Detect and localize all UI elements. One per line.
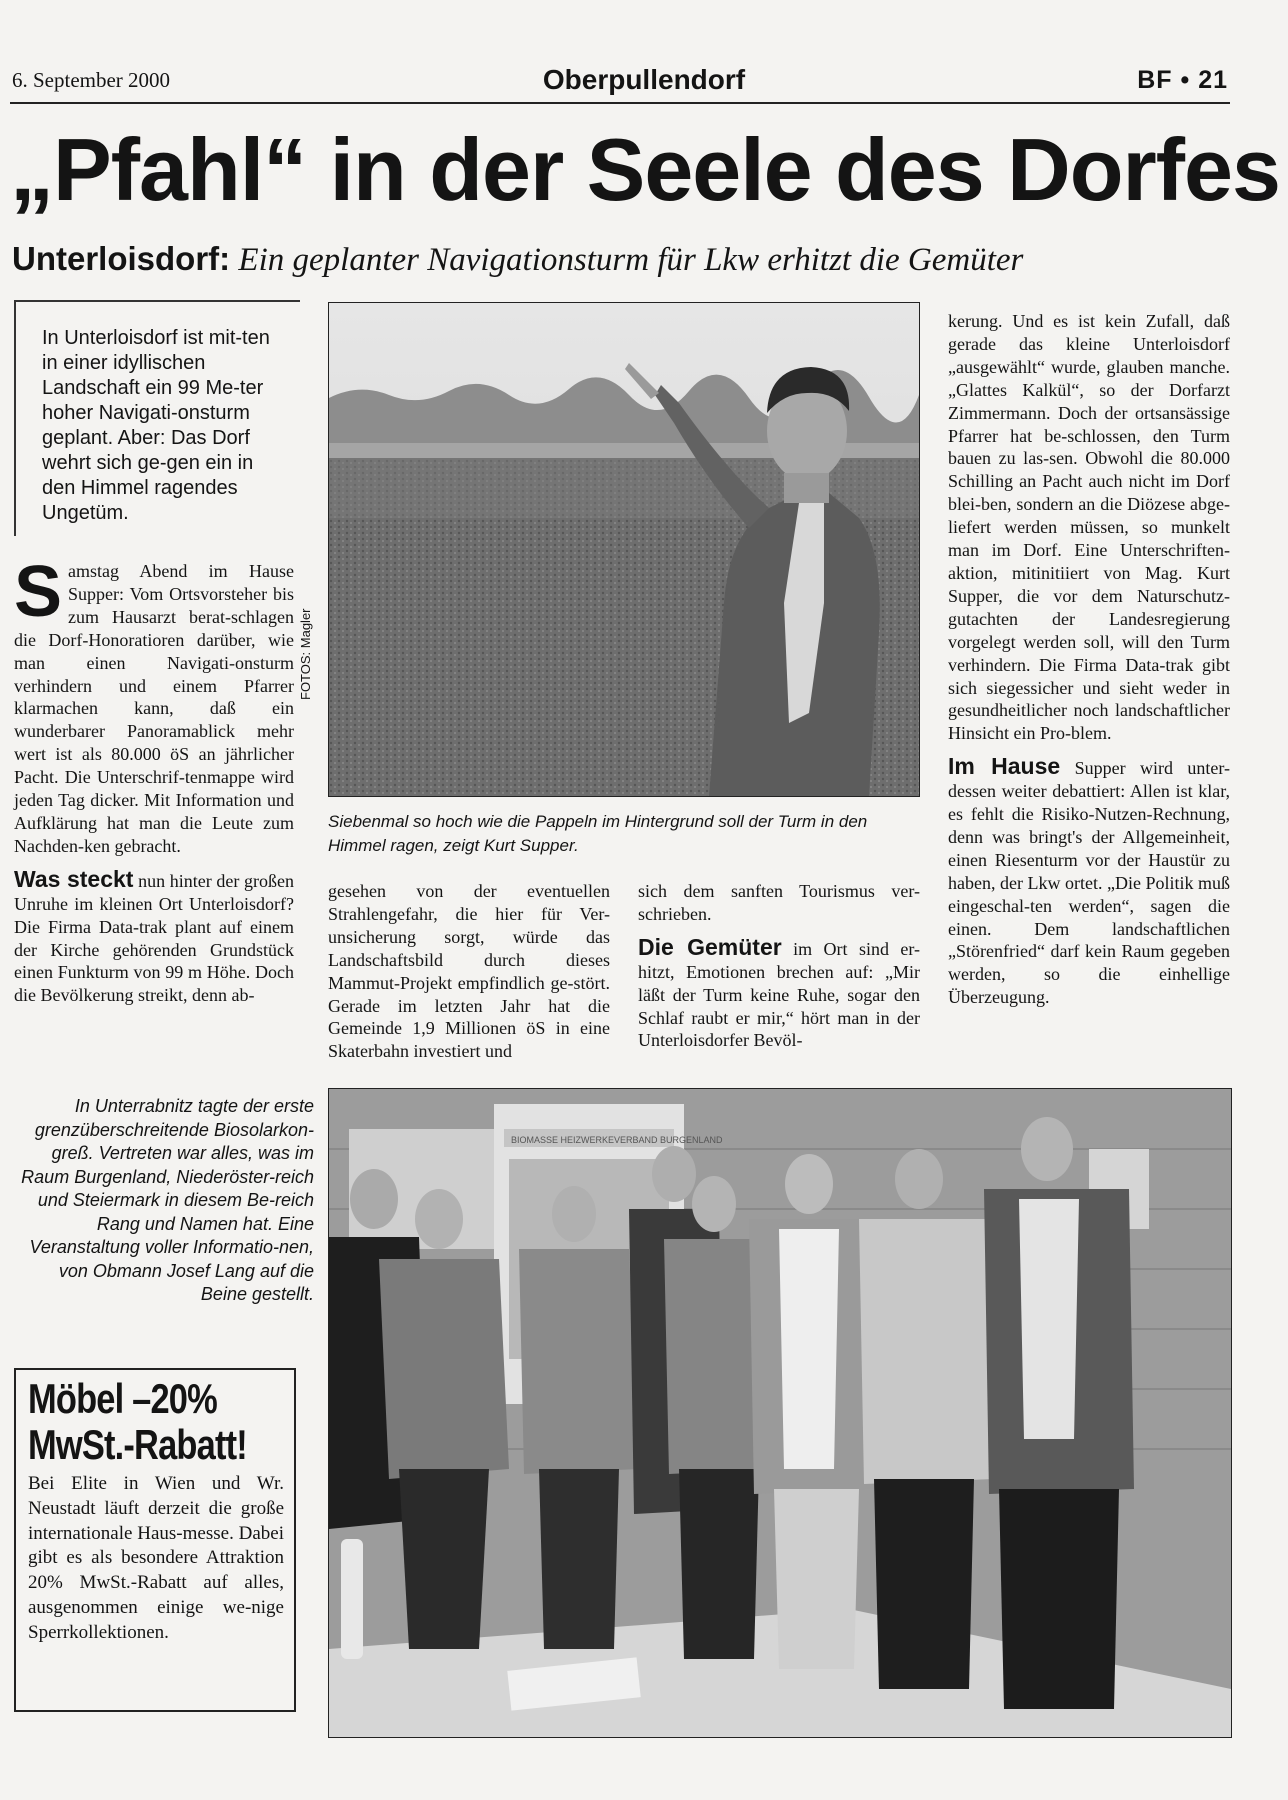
- lead-text: In Unterloisdorf ist mit-ten in einer idyllischen Landschaft ein 99 Me-ter hoher Navigati-onsturm geplant. Aber: Das Dorf wehrt sich ge-gen ein in den Himmel ragendes Ungetüm.: [42, 327, 270, 524]
- lead-box: [14, 300, 300, 536]
- ad-text: Bei Elite in Wien und Wr. Neustadt läuft derzeit die große internationale Haus-messe. Dabei gibt es als besondere Attraktion 20% MwSt.-Rabatt auf alles, ausgenommen einige we-nige Sperrkollektionen.: [28, 1473, 284, 1643]
- paragraph-head-3: Die Gemüter: [638, 933, 782, 960]
- subheadline: [12, 240, 1242, 279]
- page-number: BF • 21: [1137, 66, 1228, 94]
- paragraph-body-4: Supper wird unter-dessen weiter debattiert: Allen ist klar, es fehlt die Risiko-Nutzen-Rechnung, denn was bringt's der Allgemeinheit, einen Riesenturm vor der Haustür zu haben, der Lkw ortet. „Die Politik muß eingeschal-ten werden“, sagen die einen. Dem landschaftlichen „Störenfried“ darf kein Raum gegeben werden, so die einhellige Überzeugung.: [948, 758, 1230, 1008]
- section-title: Oberpullendorf: [542, 64, 746, 95]
- article-column-2: [328, 880, 610, 1063]
- body-paragraph-2: [14, 865, 295, 1007]
- advertisement-box: [14, 1368, 296, 1712]
- headline: „Pfahl“ in der Seele des Dorfes: [10, 120, 1280, 219]
- column-3-text: sich dem sanften Tourismus ver-schrieben.: [638, 881, 920, 924]
- group-figures: [329, 1117, 1134, 1709]
- article-column-4: [948, 310, 1230, 1009]
- paragraph-head-2: Was steckt: [14, 865, 134, 892]
- article-column-3: [638, 880, 920, 1052]
- body-paragraph-1: amstag Abend im Hause Supper: Vom Ortsvorsteher bis zum Hausarzt berat-schlagen die Dorf-Honoratioren darüber, wie man einen Navigati-onsturm verhindern und einem Pfarrer klarmachen kann, daß ein wunderbarer Panoramablick mehr wert ist als 80.000 öS an jährlicher Pacht. Die Unterschrif-tenmappe wird jeden Tag dicker. Mit Information und Aufklärung hat man die Leute zum Nachden-ken gebracht.: [14, 561, 294, 856]
- body-paragraph-3: [638, 933, 920, 1053]
- paragraph-body-3: im Ort sind er-hitzt, Emotionen brechen auf: „Mir läßt der Turm keine Ruhe, sogar den Schlaf raubt er mir,“ hört man in der Unterloisdorfer Bevöl-: [638, 938, 920, 1051]
- poster-sign-text: BIOMASSE HEIZWERKEVERBAND BURGENLAND: [511, 1135, 723, 1145]
- subhead-kicker: Unterloisdorf:: [12, 240, 231, 277]
- field-photo-illustration: [329, 303, 919, 796]
- ad-title-line-2: MwSt.-Rabatt!: [28, 1421, 247, 1468]
- column-4-text: kerung. Und es ist kein Zufall, daß gerade das kleine Unterloisdorf „ausgewählt“ wurde, glauben manche. „Glattes Kalkül“, so der Dorfarzt Zimmermann. Doch der ortsansässige Pfarrer hat be-schlossen, den Turm bauen zu las-sen. Obwohl die 80.000 Schilling an Pacht auch nicht im Dorf blei-ben, sondern an die Diözese abge-liefert werden müssen, so munkelt man im Dorf. Eine Unterschriften-aktion, mitinitiiert von Mag. Kurt Supper, die vor dem Naturschutz-gutachten der Landesregierung vorgelegt werden soll, will den Turm verhindern. Die Firma Data-trak gibt sich siegessicher und sieht weder in gesundheitlicher noch landschaftlicher Hinsicht ein Pro-blem.: [948, 311, 1230, 744]
- paragraph-body-2: nun hinter der großen Unruhe im kleinen Ort Unterloisdorf? Die Firma Data-trak plant auf einem der Kirche gehörenden Grundstück einen Funkturm von 99 m Höhe. Doch die Bevölkerung streikt, denn ab-: [14, 870, 295, 1006]
- header-rule: [10, 102, 1230, 104]
- drop-cap: S: [14, 552, 63, 632]
- ad-title-line-1: Möbel –20%: [28, 1375, 217, 1422]
- ad-title: [28, 1375, 247, 1468]
- photo-group-meeting: [328, 1088, 1232, 1738]
- group-photo-illustration: [329, 1089, 1231, 1737]
- paragraph-head-4: Im Hause: [948, 753, 1061, 780]
- photo-man-pointing: [328, 302, 920, 797]
- photo-caption-2: In Unterrabnitz tagte der erste grenzüberschreitende Biosolarkon-greß. Vertreten war alles, was im Raum Burgenland, Niederöster-reich und Steiermark in diesem Be-reich Rang und Namen hat. Eine Veranstaltung voller Informatio-nen, von Obmann Josef Lang auf die Beine gestellt.: [21, 1096, 314, 1304]
- column-2-text: gesehen von der eventuellen Strahlengefahr, die hier für Ver-unsicherung sorgt, würde das Landschaftsbild durch dieses Mammut-Projekt empfindlich ge-stört. Gerade im letzten Jahr hat die Gemeinde 1,9 Millionen öS in eine Skaterbahn investiert und: [328, 881, 610, 1062]
- photo-credit: FOTOS: Magler: [298, 608, 313, 700]
- issue-date: 6. September 2000: [12, 68, 171, 92]
- article-column-1: [14, 552, 295, 1007]
- subhead-text: Ein geplanter Navigationsturm für Lkw erhitzt die Gemüter: [238, 242, 1024, 278]
- body-paragraph-4: [948, 755, 1230, 1009]
- photo-caption-1: Siebenmal so hoch wie die Pappeln im Hintergrund soll der Turm in den Himmel ragen, zeigt Kurt Supper.: [328, 812, 868, 855]
